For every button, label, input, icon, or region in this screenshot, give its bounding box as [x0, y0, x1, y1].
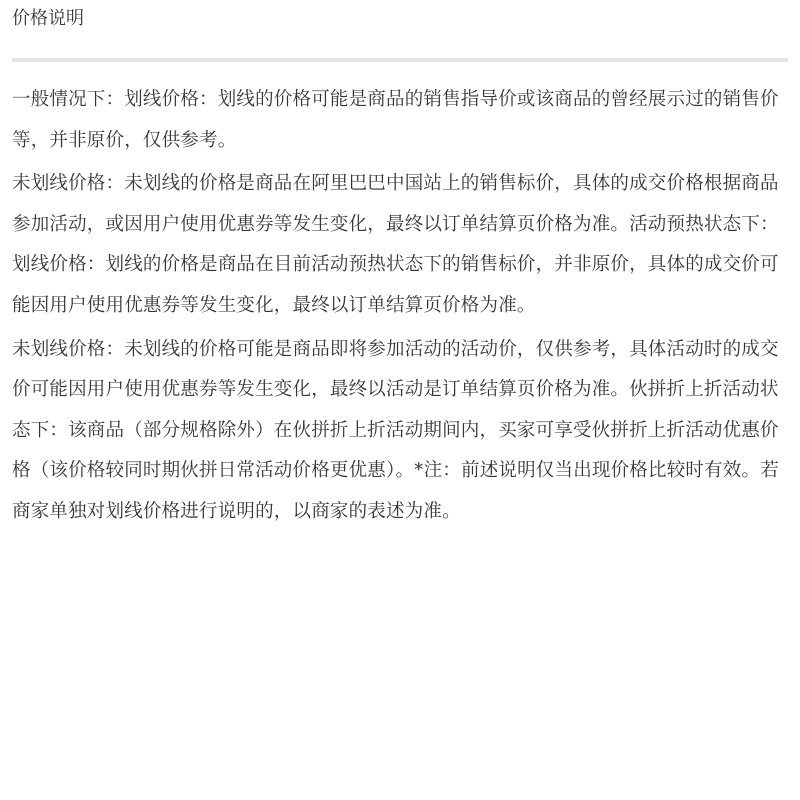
- divider: [12, 58, 788, 62]
- paragraph-unstruck-price: 未划线价格：未划线的价格是商品在阿里巴巴中国站上的销售标价，具体的成交价格根据商品参加活动，或因用户使用优惠券等发生变化，最终以订单结算页价格为准。活动预热状态下：划线价格：划线的价格是商品在目前活动预热状态下的销售标价，并非原价，具体的成交价可能因用户使用优惠券等发生变化，最终以订单结算页价格为准。: [12, 173, 779, 316]
- page-title: 价格说明: [12, 8, 84, 29]
- paragraph-preheat-unstruck-price: 未划线价格：未划线的价格可能是商品即将参加活动的活动价，仅供参考，具体活动时的成交价可能因用户使用优惠券等发生变化，最终以活动是订单结算页价格为准。伙拼折上折活动状态下：该商品（部分规格除外）在伙拼折上折活动期间内，买家可享受伙拼折上折活动优惠价格（该价格较同时期伙拼日常活动价格更优惠）。*注：前述说明仅当出现价格比较时有效。若商家单独对划线价格进行说明的，以商家的表述为准。: [12, 338, 779, 522]
- paragraph-general: 一般情况下：划线价格：划线的价格可能是商品的销售指导价或该商品的曾经展示过的销售价等，并非原价，仅供参考。: [12, 89, 779, 151]
- price-description-content: [12, 80, 788, 533]
